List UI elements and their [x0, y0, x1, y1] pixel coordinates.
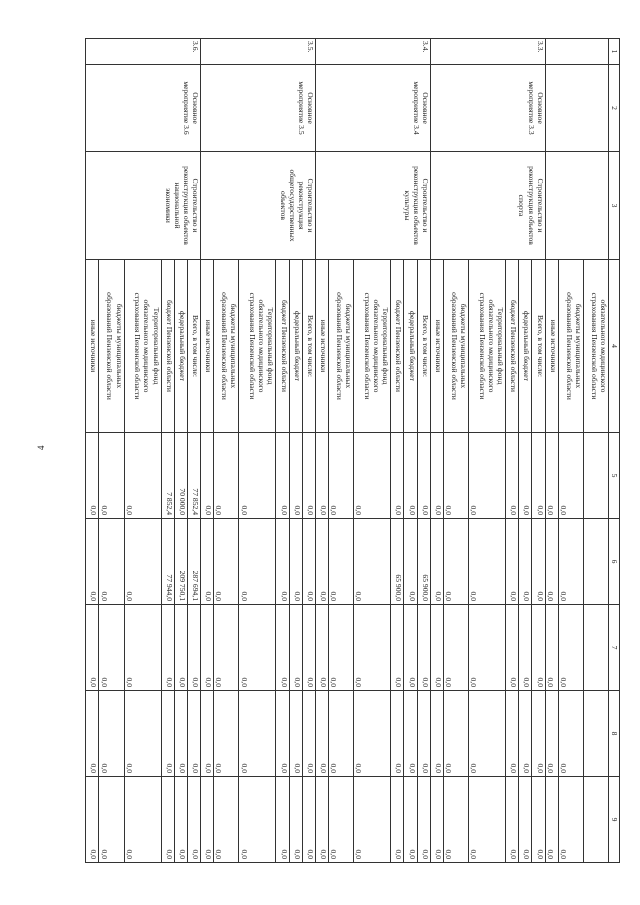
source-cell — [469, 260, 506, 433]
source-cell — [86, 260, 100, 433]
text-line: реконструкция объектов — [411, 166, 421, 245]
value-cell: 0,0 — [124, 777, 161, 863]
text-line: Основное — [305, 92, 315, 124]
text-line: обязательного медицинского — [257, 299, 267, 393]
text-line: Территориальный фонд — [381, 307, 391, 385]
value-cell: 0,0 — [329, 777, 354, 863]
value-cell: 0,0 — [201, 777, 214, 863]
value-cell: 0,0 — [302, 777, 315, 863]
table-row — [187, 39, 200, 863]
header-cell: 9 — [609, 777, 620, 863]
text-line: федеральный бюджет — [292, 311, 302, 381]
header-cell: 1 — [609, 39, 620, 65]
value-cell: 0,0 — [86, 605, 100, 691]
value-cell — [583, 433, 608, 519]
source-cell — [214, 260, 239, 433]
text-line: Всего, в том числе: — [420, 315, 430, 377]
value-cell: 0,0 — [124, 691, 161, 777]
value-cell: 0,0 — [276, 433, 289, 519]
value-cell: 0,0 — [174, 691, 187, 777]
text-line: бюджеты муниципальных — [459, 303, 469, 389]
text-line: бюджет Пензенской области — [509, 300, 519, 392]
value-cell: 0,0 — [276, 691, 289, 777]
value-cell: 0,0 — [187, 777, 200, 863]
text-line: Всего, в том числе: — [191, 315, 201, 377]
value-cell: 0,0 — [174, 605, 187, 691]
value-cell: 0,0 — [276, 519, 289, 605]
value-cell: 0,0 — [506, 691, 519, 777]
value-cell: 0,0 — [315, 519, 328, 605]
value-cell: 0,0 — [214, 519, 239, 605]
text-line: Строительство и — [191, 178, 201, 233]
value-cell: 0,0 — [519, 605, 532, 691]
text-line: образований Пензенской области — [335, 292, 345, 400]
value-cell: 0,0 — [161, 605, 174, 691]
value-cell: 0,0 — [99, 777, 124, 863]
source-cell — [558, 260, 583, 433]
value-cell: 0,0 — [239, 691, 276, 777]
value-cell: 0,0 — [161, 691, 174, 777]
funding-table — [85, 38, 620, 863]
text-line: образований Пензенской области — [564, 292, 574, 400]
text-line: обязательного медицинского — [142, 299, 152, 393]
value-cell: 0,0 — [214, 691, 239, 777]
header-cell: 3 — [609, 152, 620, 260]
value-cell: 0,0 — [443, 605, 468, 691]
header-row — [609, 39, 620, 863]
value-cell: 7 852,4 — [161, 433, 174, 519]
value-cell: 0,0 — [558, 605, 583, 691]
event-cell — [315, 65, 430, 152]
value-cell: 0,0 — [417, 433, 430, 519]
value-cell: 77 944,0 — [161, 519, 174, 605]
event-cell — [545, 65, 608, 152]
value-cell: 0,0 — [289, 605, 302, 691]
value-cell: 0,0 — [354, 691, 391, 777]
source-cell — [174, 260, 187, 433]
value-cell: 0,0 — [99, 605, 124, 691]
text-line: страхования Пензенской области — [589, 292, 599, 400]
source-cell — [443, 260, 468, 433]
value-cell: 0,0 — [289, 691, 302, 777]
text-line: страхования Пензенской области — [133, 292, 143, 400]
text-line: бюджет Пензенской области — [164, 300, 174, 392]
source-cell — [532, 260, 545, 433]
event-cell — [86, 65, 201, 152]
text-line: культуры — [402, 190, 412, 221]
text-line: мероприятие 3.3 — [526, 81, 536, 135]
value-cell: 0,0 — [239, 777, 276, 863]
text-line: страхования Пензенской области — [363, 292, 373, 400]
source-cell — [187, 260, 200, 433]
value-cell: 0,0 — [302, 519, 315, 605]
header-cell: 4 — [609, 260, 620, 433]
value-cell: 0,0 — [404, 691, 417, 777]
value-cell: 0,0 — [315, 777, 328, 863]
value-cell: 0,0 — [443, 777, 468, 863]
value-cell: 0,0 — [558, 519, 583, 605]
value-cell: 0,0 — [391, 777, 404, 863]
value-cell: 0,0 — [545, 691, 558, 777]
value-cell: 0,0 — [558, 691, 583, 777]
text-line: обязательного медицинского — [599, 299, 608, 393]
value-cell: 0,0 — [315, 691, 328, 777]
value-cell: 0,0 — [201, 519, 214, 605]
value-cell: 0,0 — [354, 605, 391, 691]
text-line: иные источники — [433, 319, 443, 373]
value-cell: 0,0 — [391, 433, 404, 519]
value-cell: 0,0 — [239, 519, 276, 605]
value-cell: 0,0 — [124, 605, 161, 691]
text-line: иные источники — [319, 319, 329, 373]
value-cell: 0,0 — [289, 519, 302, 605]
value-cell: 0,0 — [289, 433, 302, 519]
value-cell: 0,0 — [354, 433, 391, 519]
value-cell: 0,0 — [469, 691, 506, 777]
row-number-cell — [545, 39, 608, 65]
value-cell: 0,0 — [302, 691, 315, 777]
value-cell: 0,0 — [443, 519, 468, 605]
value-cell: 0,0 — [532, 433, 545, 519]
value-cell: 0,0 — [404, 777, 417, 863]
value-cell: 0,0 — [86, 691, 100, 777]
text-line: федеральный бюджет — [407, 311, 417, 381]
value-cell: 0,0 — [124, 433, 161, 519]
text-line: страхования Пензенской области — [477, 292, 487, 400]
text-line: бюджеты муниципальных — [573, 303, 583, 389]
value-cell: 0,0 — [430, 433, 443, 519]
value-cell: 0,0 — [404, 605, 417, 691]
value-cell: 0,0 — [545, 777, 558, 863]
event-cell — [430, 65, 545, 152]
value-cell: 0,0 — [99, 519, 124, 605]
value-cell: 0,0 — [417, 777, 430, 863]
value-cell: 0,0 — [354, 519, 391, 605]
source-cell — [545, 260, 558, 433]
text-line: образований Пензенской области — [449, 292, 459, 400]
value-cell: 0,0 — [443, 433, 468, 519]
value-cell: 0,0 — [214, 777, 239, 863]
value-cell — [583, 777, 608, 863]
value-cell: 0,0 — [404, 433, 417, 519]
text-line: Основное — [535, 92, 545, 124]
value-cell: 0,0 — [417, 605, 430, 691]
value-cell: 209 750,1 — [174, 519, 187, 605]
value-cell: 0,0 — [430, 691, 443, 777]
text-line: образований Пензенской области — [105, 292, 115, 400]
value-cell: 0,0 — [469, 519, 506, 605]
text-line: мероприятие 3.5 — [296, 81, 306, 135]
header-cell: 7 — [609, 605, 620, 691]
value-cell: 0,0 — [315, 433, 328, 519]
text-line: страхования Пензенской области — [248, 292, 258, 400]
value-cell: 0,0 — [239, 433, 276, 519]
source-cell — [124, 260, 161, 433]
value-cell: 0,0 — [276, 777, 289, 863]
value-cell: 0,0 — [86, 433, 100, 519]
text-line: мероприятие 3.4 — [411, 81, 421, 135]
text-line: федеральный бюджет — [522, 311, 532, 381]
value-cell: 0,0 — [99, 691, 124, 777]
value-cell: 0,0 — [519, 777, 532, 863]
source-cell — [239, 260, 276, 433]
source-cell — [506, 260, 519, 433]
text-line: экономики — [163, 188, 173, 223]
value-cell: 0,0 — [289, 777, 302, 863]
page-number: 4 — [36, 445, 46, 450]
text-line: бюджет Пензенской области — [394, 300, 404, 392]
rotated-table-container — [85, 38, 620, 862]
value-cell: 0,0 — [276, 605, 289, 691]
value-cell: 0,0 — [506, 433, 519, 519]
row-number-cell: 3.3. — [430, 39, 545, 65]
header-cell: 5 — [609, 433, 620, 519]
value-cell: 0,0 — [558, 433, 583, 519]
source-cell — [302, 260, 315, 433]
text-line: объектов — [278, 191, 288, 220]
table-row — [302, 39, 315, 863]
value-cell: 0,0 — [329, 691, 354, 777]
table-row — [532, 39, 545, 863]
row-number-cell: 3.5. — [201, 39, 316, 65]
value-cell: 65 900,0 — [391, 519, 404, 605]
value-cell: 0,0 — [469, 777, 506, 863]
value-cell: 0,0 — [201, 691, 214, 777]
text-line: мероприятие 3.6 — [182, 81, 192, 135]
table-row — [417, 39, 430, 863]
value-cell: 0,0 — [519, 519, 532, 605]
source-cell — [583, 260, 608, 433]
name-cell — [430, 152, 545, 260]
value-cell: 0,0 — [404, 519, 417, 605]
value-cell: 0,0 — [417, 691, 430, 777]
source-cell — [315, 260, 328, 433]
name-cell — [315, 152, 430, 260]
value-cell — [583, 691, 608, 777]
value-cell: 0,0 — [506, 605, 519, 691]
value-cell: 0,0 — [239, 605, 276, 691]
value-cell: 70 000,0 — [174, 433, 187, 519]
source-cell — [329, 260, 354, 433]
text-line: реконструкция — [296, 181, 306, 230]
text-line: Основное — [191, 92, 201, 124]
table-body — [86, 39, 620, 863]
value-cell: 0,0 — [532, 605, 545, 691]
text-line: федеральный бюджет — [177, 311, 187, 381]
text-line: реконструкция объектов — [182, 166, 192, 245]
value-cell: 0,0 — [443, 691, 468, 777]
table-row — [583, 39, 608, 863]
value-cell: 0,0 — [174, 777, 187, 863]
text-line: бюджеты муниципальных — [344, 303, 354, 389]
value-cell: 0,0 — [329, 605, 354, 691]
text-line: Всего, в том числе: — [305, 315, 315, 377]
text-line: спорта — [517, 194, 527, 217]
text-line: Территориальный фонд — [496, 307, 506, 385]
text-line: реконструкция объектов — [526, 166, 536, 245]
value-cell: 0,0 — [161, 777, 174, 863]
value-cell: 0,0 — [506, 519, 519, 605]
text-line: Строительство и — [420, 178, 430, 233]
row-number-cell: 3.4. — [315, 39, 430, 65]
text-line: бюджеты муниципальных — [114, 303, 124, 389]
text-line: Территориальный фонд — [266, 307, 276, 385]
value-cell: 0,0 — [315, 605, 328, 691]
text-line: иные источники — [89, 319, 99, 373]
text-line: обязательного медицинского — [486, 299, 496, 393]
text-line: обязательного медицинского — [372, 299, 382, 393]
text-line: Строительство и — [305, 178, 315, 233]
text-line: Основное — [420, 92, 430, 124]
text-line: образований Пензенской области — [220, 292, 230, 400]
value-cell: 0,0 — [187, 605, 200, 691]
name-cell — [86, 152, 201, 260]
value-cell: 0,0 — [545, 605, 558, 691]
value-cell: 0,0 — [430, 519, 443, 605]
source-cell — [99, 260, 124, 433]
value-cell: 0,0 — [124, 519, 161, 605]
value-cell: 0,0 — [302, 433, 315, 519]
value-cell: 0,0 — [391, 691, 404, 777]
value-cell: 0,0 — [545, 433, 558, 519]
value-cell: 65 900,0 — [417, 519, 430, 605]
source-cell — [404, 260, 417, 433]
name-cell — [545, 152, 608, 260]
text-line: Территориальный фонд — [151, 307, 161, 385]
value-cell: 0,0 — [391, 605, 404, 691]
value-cell: 0,0 — [430, 777, 443, 863]
name-cell — [201, 152, 316, 260]
value-cell — [583, 519, 608, 605]
source-cell — [391, 260, 404, 433]
text-line: бюджет Пензенской области — [279, 300, 289, 392]
source-cell — [161, 260, 174, 433]
event-cell — [201, 65, 316, 152]
value-cell: 287 694,1 — [187, 519, 200, 605]
value-cell: 0,0 — [519, 433, 532, 519]
text-line: общегосударственных — [287, 169, 297, 242]
source-cell — [430, 260, 443, 433]
value-cell: 0,0 — [201, 605, 214, 691]
value-cell: 0,0 — [506, 777, 519, 863]
text-line: национальной — [172, 182, 182, 229]
row-number-cell: 3.6. — [86, 39, 201, 65]
value-cell: 0,0 — [532, 777, 545, 863]
value-cell: 0,0 — [187, 691, 200, 777]
value-cell: 0,0 — [469, 605, 506, 691]
source-cell — [201, 260, 214, 433]
value-cell: 0,0 — [545, 519, 558, 605]
value-cell: 0,0 — [354, 777, 391, 863]
value-cell — [583, 605, 608, 691]
text-line: Строительство и — [535, 178, 545, 233]
source-cell — [417, 260, 430, 433]
value-cell: 0,0 — [201, 433, 214, 519]
value-cell: 0,0 — [532, 691, 545, 777]
text-line: иные источники — [548, 319, 558, 373]
value-cell: 0,0 — [99, 433, 124, 519]
value-cell: 0,0 — [469, 433, 506, 519]
value-cell: 0,0 — [86, 777, 100, 863]
value-cell: 77 852,4 — [187, 433, 200, 519]
value-cell: 0,0 — [430, 605, 443, 691]
text-line: бюджеты муниципальных — [229, 303, 239, 389]
text-line: Всего, в том числе: — [535, 315, 545, 377]
value-cell: 0,0 — [214, 605, 239, 691]
value-cell: 0,0 — [86, 519, 100, 605]
header-cell: 8 — [609, 691, 620, 777]
source-cell — [519, 260, 532, 433]
value-cell: 0,0 — [519, 691, 532, 777]
source-cell — [276, 260, 289, 433]
header-cell: 6 — [609, 519, 620, 605]
text-line: иные источники — [204, 319, 214, 373]
value-cell: 0,0 — [214, 433, 239, 519]
value-cell: 0,0 — [558, 777, 583, 863]
source-cell — [289, 260, 302, 433]
header-cell: 2 — [609, 65, 620, 152]
value-cell: 0,0 — [532, 519, 545, 605]
value-cell: 0,0 — [302, 605, 315, 691]
value-cell: 0,0 — [329, 519, 354, 605]
value-cell: 0,0 — [329, 433, 354, 519]
source-cell — [354, 260, 391, 433]
